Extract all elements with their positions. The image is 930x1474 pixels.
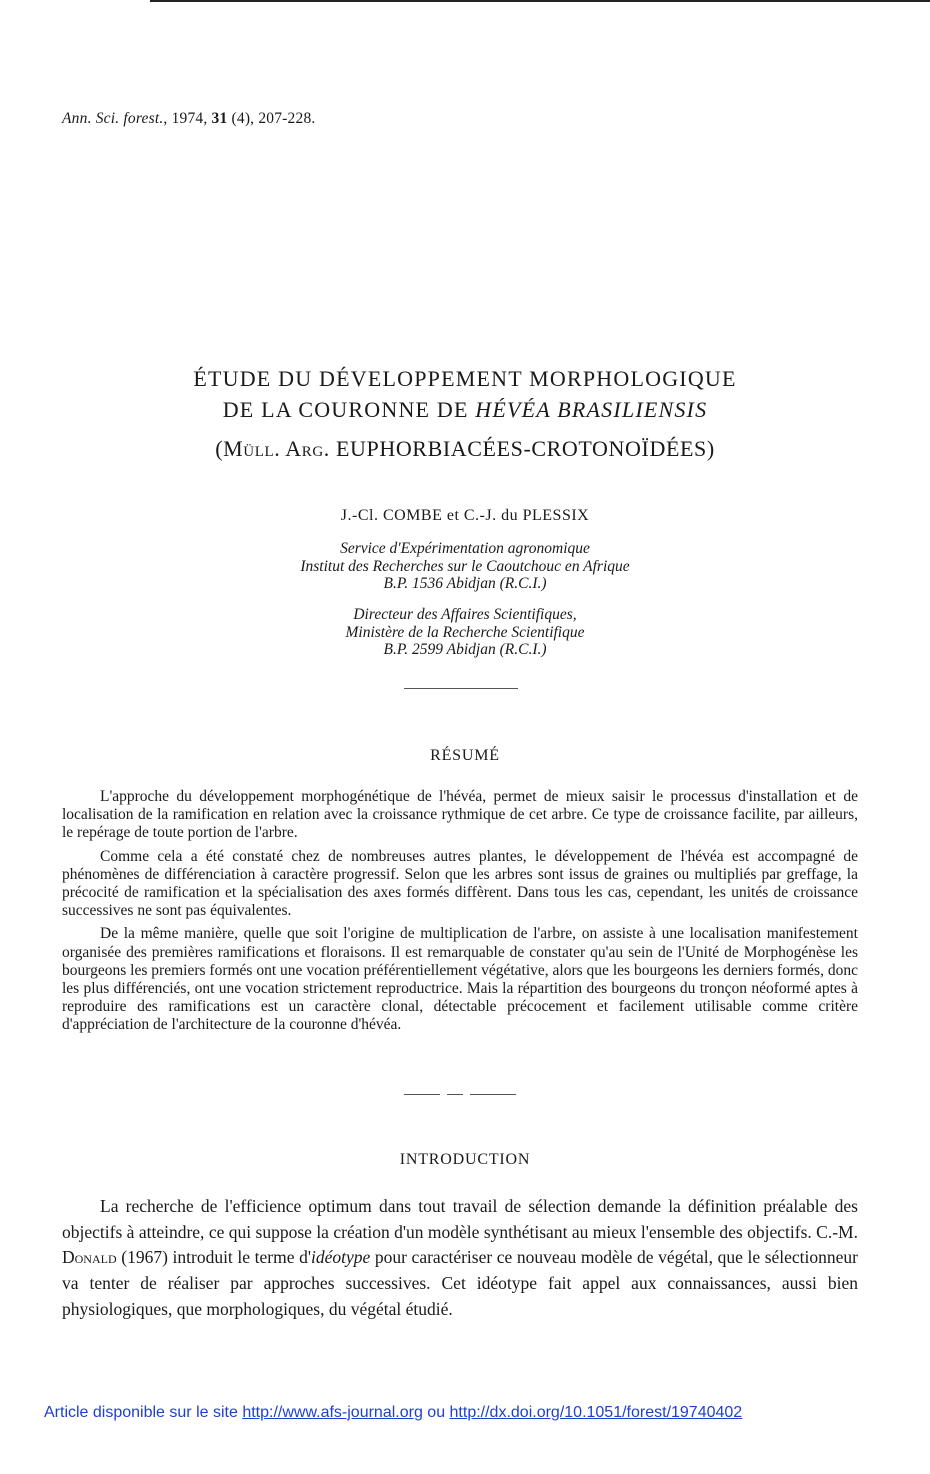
abstract-paragraph-3: De la même manière, quelle que soit l'origine de multiplication de l'arbre, on assiste à une localisation manifestement organisée des premières ramifications et floraisons. Il est remarquable de constater qu'au sein de l'Unité de Morphogénèse les bourgeons les premiers formés ont une vocation préférentiellement végétative, alors que les bourgeons les derniers formés, donc les plus différenciés, ont une vocation strictement reproductrice. Mais la répartition des bourgeons du tronçon néoformé aptes à reproduire des ramifications est un caractère clonal, détectable précocement et facilement utilisable comme critère d'appréciation de l'architecture de la couronne d'hévéa. xyxy=(62,925,858,1034)
affiliation-2-line-1: Directeur des Affaires Scientifiques, xyxy=(353,606,577,623)
abstract-paragraph-2: Comme cela a été constaté chez de nombreuses autres plantes, le développement de l'hévéa est accompagné de phénomènes de différenciation à caractère progressif. Selon que les arbres sont issus de graines ou multipliés par greffage, la précocité de ramification et la spécialisation des axes formés diffèrent. Dans tous les cas, cependant, les unités de croissance successives ne sont pas équivalentes. xyxy=(62,847,858,920)
citation-pages: (4), 207-228. xyxy=(227,110,316,127)
affiliation-1-line-3: B.P. 1536 Abidjan (R.C.I.) xyxy=(383,575,547,592)
taxon-family: EUPHORBIACÉES-CROTONOÏDÉES) xyxy=(329,436,715,461)
journal-site-link[interactable]: http://www.afs-journal.org xyxy=(242,1404,423,1421)
introduction-paragraph xyxy=(62,1194,858,1323)
intro-text-3: pour caractériser ce nouveau modèle de végétal, que le sélectionneur va tenter de réaliser par approches successives. Cet idéotype fait appel aux connaissances, aussi bien physiologiques, que morphologiques, du végétal étudié. xyxy=(62,1247,858,1319)
separator-rule xyxy=(404,688,518,689)
title-prefix: DE LA COURONNE DE xyxy=(222,397,476,422)
footer-prefix: Article disponible sur le site xyxy=(44,1404,243,1421)
introduction-body xyxy=(62,1194,858,1323)
journal-name: Ann. Sci. forest. xyxy=(62,110,164,127)
citation-volume: 31 xyxy=(211,110,228,127)
separator-dash-2 xyxy=(447,1094,463,1095)
term-ideotype: idéotype xyxy=(310,1247,371,1268)
intro-text-1: La recherche de l'efficience optimum dans tout travail de sélection demande la définition préalable des objectifs à atteindre, ce qui suppose la création d'un modèle synthétisant au mieux l'ensemble des objectifs. C.-M. xyxy=(62,1196,858,1242)
taxon-author: Müll. Arg. xyxy=(223,436,330,461)
title-line-3 xyxy=(0,436,930,462)
affiliation-1-line-1: Service d'Expérimentation agronomique xyxy=(340,540,590,557)
title-line-1: ÉTUDE DU DÉVELOPPEMENT MORPHOLOGIQUE xyxy=(193,366,737,391)
affiliation-1-line-2: Institut des Recherches sur le Caoutchouc en Afrique xyxy=(300,557,630,575)
journal-citation xyxy=(62,110,315,128)
species-name: HÉVÉA BRASILIENSIS xyxy=(475,397,708,422)
abstract xyxy=(62,788,858,1040)
resume-heading: RÉSUMÉ xyxy=(430,747,500,764)
abstract-paragraph-1: L'approche du développement morphogénétique de l'hévéa, permet de mieux saisir le processus d'installation et de localisation de la ramification en relation avec la croissance rythmique de cet arbre. Ce type de croissance facilite, par ailleurs, le repérage de toute portion de l'arbre. xyxy=(62,788,858,842)
authors: J.-Cl. COMBE et C.-J. du PLESSIX xyxy=(340,507,590,524)
separator-dash-3 xyxy=(470,1094,516,1095)
affiliation-2-line-3: B.P. 2599 Abidjan (R.C.I.) xyxy=(383,641,547,658)
title-paren: ( xyxy=(215,436,224,461)
affiliation-1 xyxy=(0,540,930,593)
citation-year: , 1974, xyxy=(163,110,212,127)
doi-link[interactable]: http://dx.doi.org/10.1051/forest/19740402 xyxy=(449,1404,743,1421)
cited-author: Donald xyxy=(62,1247,117,1268)
top-rule xyxy=(150,0,930,2)
intro-text-2: (1967) introduit le terme d' xyxy=(116,1247,311,1268)
availability-footer xyxy=(44,1404,742,1422)
footer-middle: ou xyxy=(422,1404,450,1421)
separator-dash-1 xyxy=(404,1094,440,1095)
affiliation-2-line-2: Ministère de la Recherche Scientifique xyxy=(345,623,585,641)
introduction-heading: INTRODUCTION xyxy=(399,1151,531,1168)
affiliation-2 xyxy=(0,606,930,659)
title-line-2 xyxy=(0,397,930,423)
